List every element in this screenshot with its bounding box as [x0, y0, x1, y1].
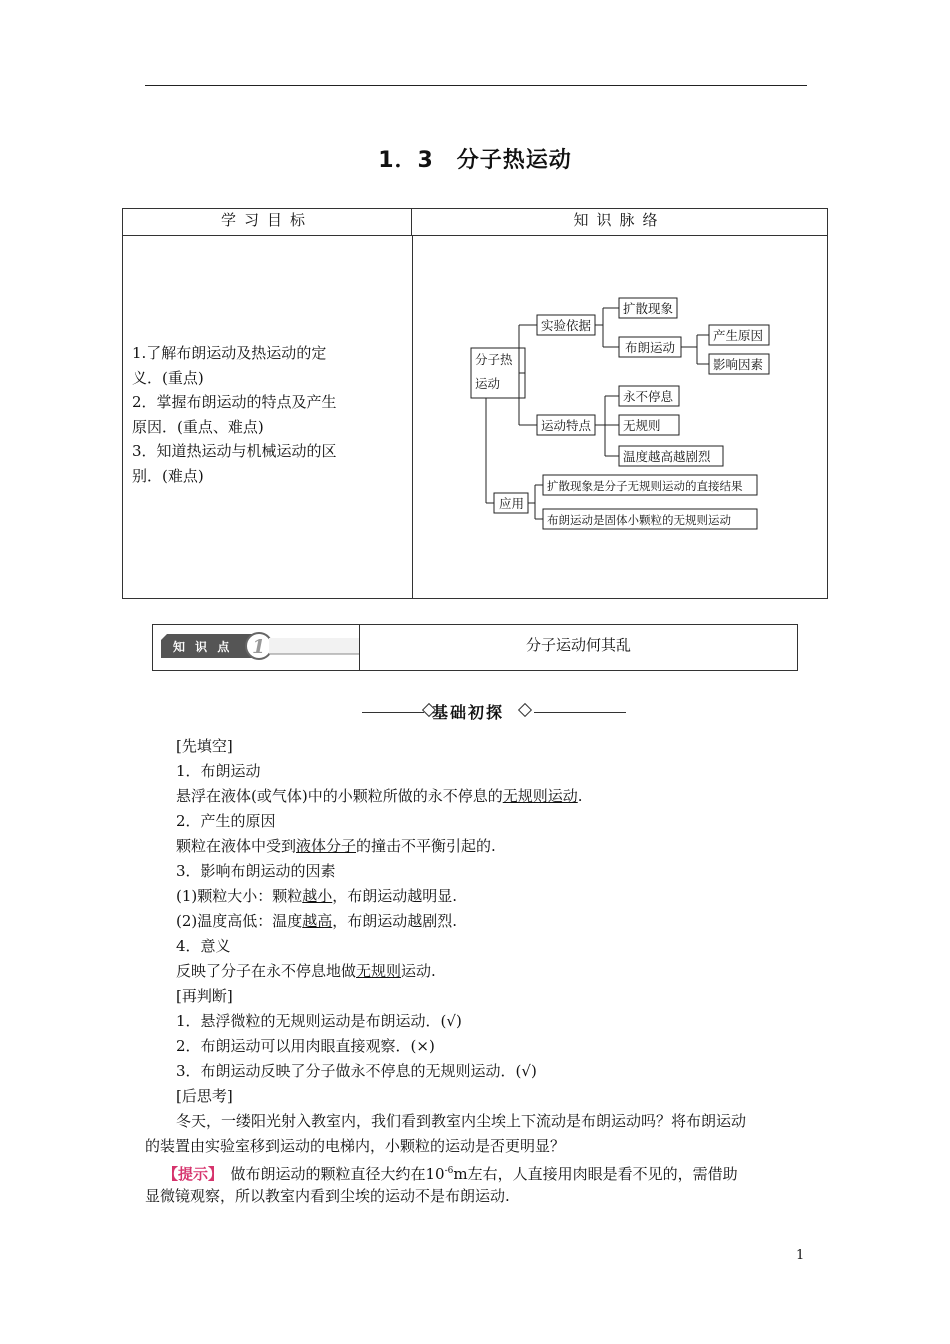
never-stop-text: 永不停息 — [623, 389, 674, 404]
goal-line: 2．掌握布朗运动的特点及产生 — [132, 393, 337, 411]
brownian-text: 布朗运动 — [625, 340, 676, 355]
knowledge-point-box — [152, 624, 798, 671]
goal-line: 别．(难点) — [132, 466, 204, 485]
think-paragraph: 的装置由实验室移到运动的电梯内，小颗粒的运动是否更明显？ — [145, 1137, 566, 1155]
judge-heading: [再判断] — [176, 987, 233, 1005]
think-paragraph: 冬天，一缕阳光射入教室内，我们看到教室内尘埃上下流动是布朗运动吗？将布朗运动 — [176, 1112, 747, 1130]
knowledge-map-diagram — [123, 209, 829, 600]
apply-text: 应用 — [499, 496, 525, 511]
goal-line: 原因．(重点、难点) — [132, 417, 264, 436]
irregular-text: 无规则 — [623, 418, 661, 433]
judge-item: 3．布朗运动反映了分子做永不停息的无规则运动．(√) — [176, 1062, 537, 1080]
goal-line: 3．知道热运动与机械运动的区 — [132, 442, 337, 460]
answer-blank: 无规则运动 — [502, 787, 578, 805]
item1-title: 1．布朗运动 — [176, 762, 261, 780]
tip-paragraph: 【提示】 做布朗运动的颗粒直径大约在$10^{-6}m$左右，人直接用肉眼是看不见的，需借助 — [163, 1165, 738, 1183]
item4-title: 4．意义 — [176, 937, 231, 955]
judge-item: 1．悬浮微粒的无规则运动是布朗运动．(√) — [176, 1012, 462, 1030]
diamond-icon — [518, 703, 532, 717]
root-text-2: 运动 — [475, 376, 501, 391]
item4-text: 反映了分子在永不停息地做无规则运动. — [176, 962, 436, 980]
judge-item: 2．布朗运动可以用肉眼直接观察．(×) — [176, 1037, 435, 1055]
apply1-text: 扩散现象是分子无规则运动的直接结果 — [547, 479, 743, 493]
item2-title: 2．产生的原因 — [176, 812, 276, 830]
fill-blank-heading: [先填空] — [176, 737, 233, 755]
section-heading — [0, 700, 950, 724]
answer-blank: 越高 — [302, 912, 333, 930]
temp-text: 温度越高越剧烈 — [623, 449, 711, 464]
answer-blank: 液体分子 — [296, 837, 357, 855]
item1-text: 悬浮在液体(或气体)中的小颗粒所做的永不停息的无规则运动. — [176, 787, 583, 805]
overview-table — [122, 208, 828, 599]
think-heading: [后思考] — [176, 1087, 233, 1105]
goal-line: 1.了解布朗运动及热运动的定 — [132, 344, 327, 362]
exp-basis-text: 实验依据 — [541, 318, 592, 333]
answer-blank: 无规则 — [356, 962, 402, 980]
root-text-1: 分子热 — [475, 352, 513, 367]
knowledge-point-title: 分子运动何其乱 — [359, 625, 797, 670]
apply2-text: 布朗运动是固体小颗粒的无规则运动 — [547, 513, 731, 527]
badge-label: 知 识 点 — [173, 640, 233, 654]
item3b-text: (2)温度高低：温度越高，布朗运动越剧烈. — [176, 912, 458, 930]
goal-line: 义．(重点) — [132, 368, 204, 387]
tip-paragraph: 显微镜观察，所以教室内看到尘埃的运动不是布朗运动. — [145, 1187, 510, 1205]
section-rule-right — [534, 712, 626, 713]
tip-label: 【提示】 — [163, 1165, 216, 1183]
section-title: 基础初探 — [432, 703, 505, 722]
knowledge-point-badge — [159, 630, 359, 662]
item3a-text: (1)颗粒大小：颗粒越小，布朗运动越明显. — [176, 887, 458, 905]
factors-text: 影响因素 — [713, 357, 764, 372]
page-title: 1．3 分子热运动 — [378, 148, 572, 173]
page-number: 1 — [796, 1248, 805, 1263]
features-text: 运动特点 — [541, 418, 592, 433]
badge-number: 1 — [252, 636, 266, 658]
item2-text: 颗粒在液体中受到液体分子的撞击不平衡引起的. — [176, 837, 496, 855]
header-learning-goals: 学习目标 — [123, 209, 412, 236]
section-rule-left — [362, 712, 424, 713]
diffusion-text: 扩散现象 — [623, 301, 674, 316]
cause-text: 产生原因 — [713, 328, 764, 343]
answer-blank: 越小 — [302, 887, 333, 905]
header-knowledge-map: 知识脉络 — [412, 209, 827, 236]
item3-title: 3．影响布朗运动的因素 — [176, 862, 336, 880]
top-rule — [145, 85, 807, 86]
